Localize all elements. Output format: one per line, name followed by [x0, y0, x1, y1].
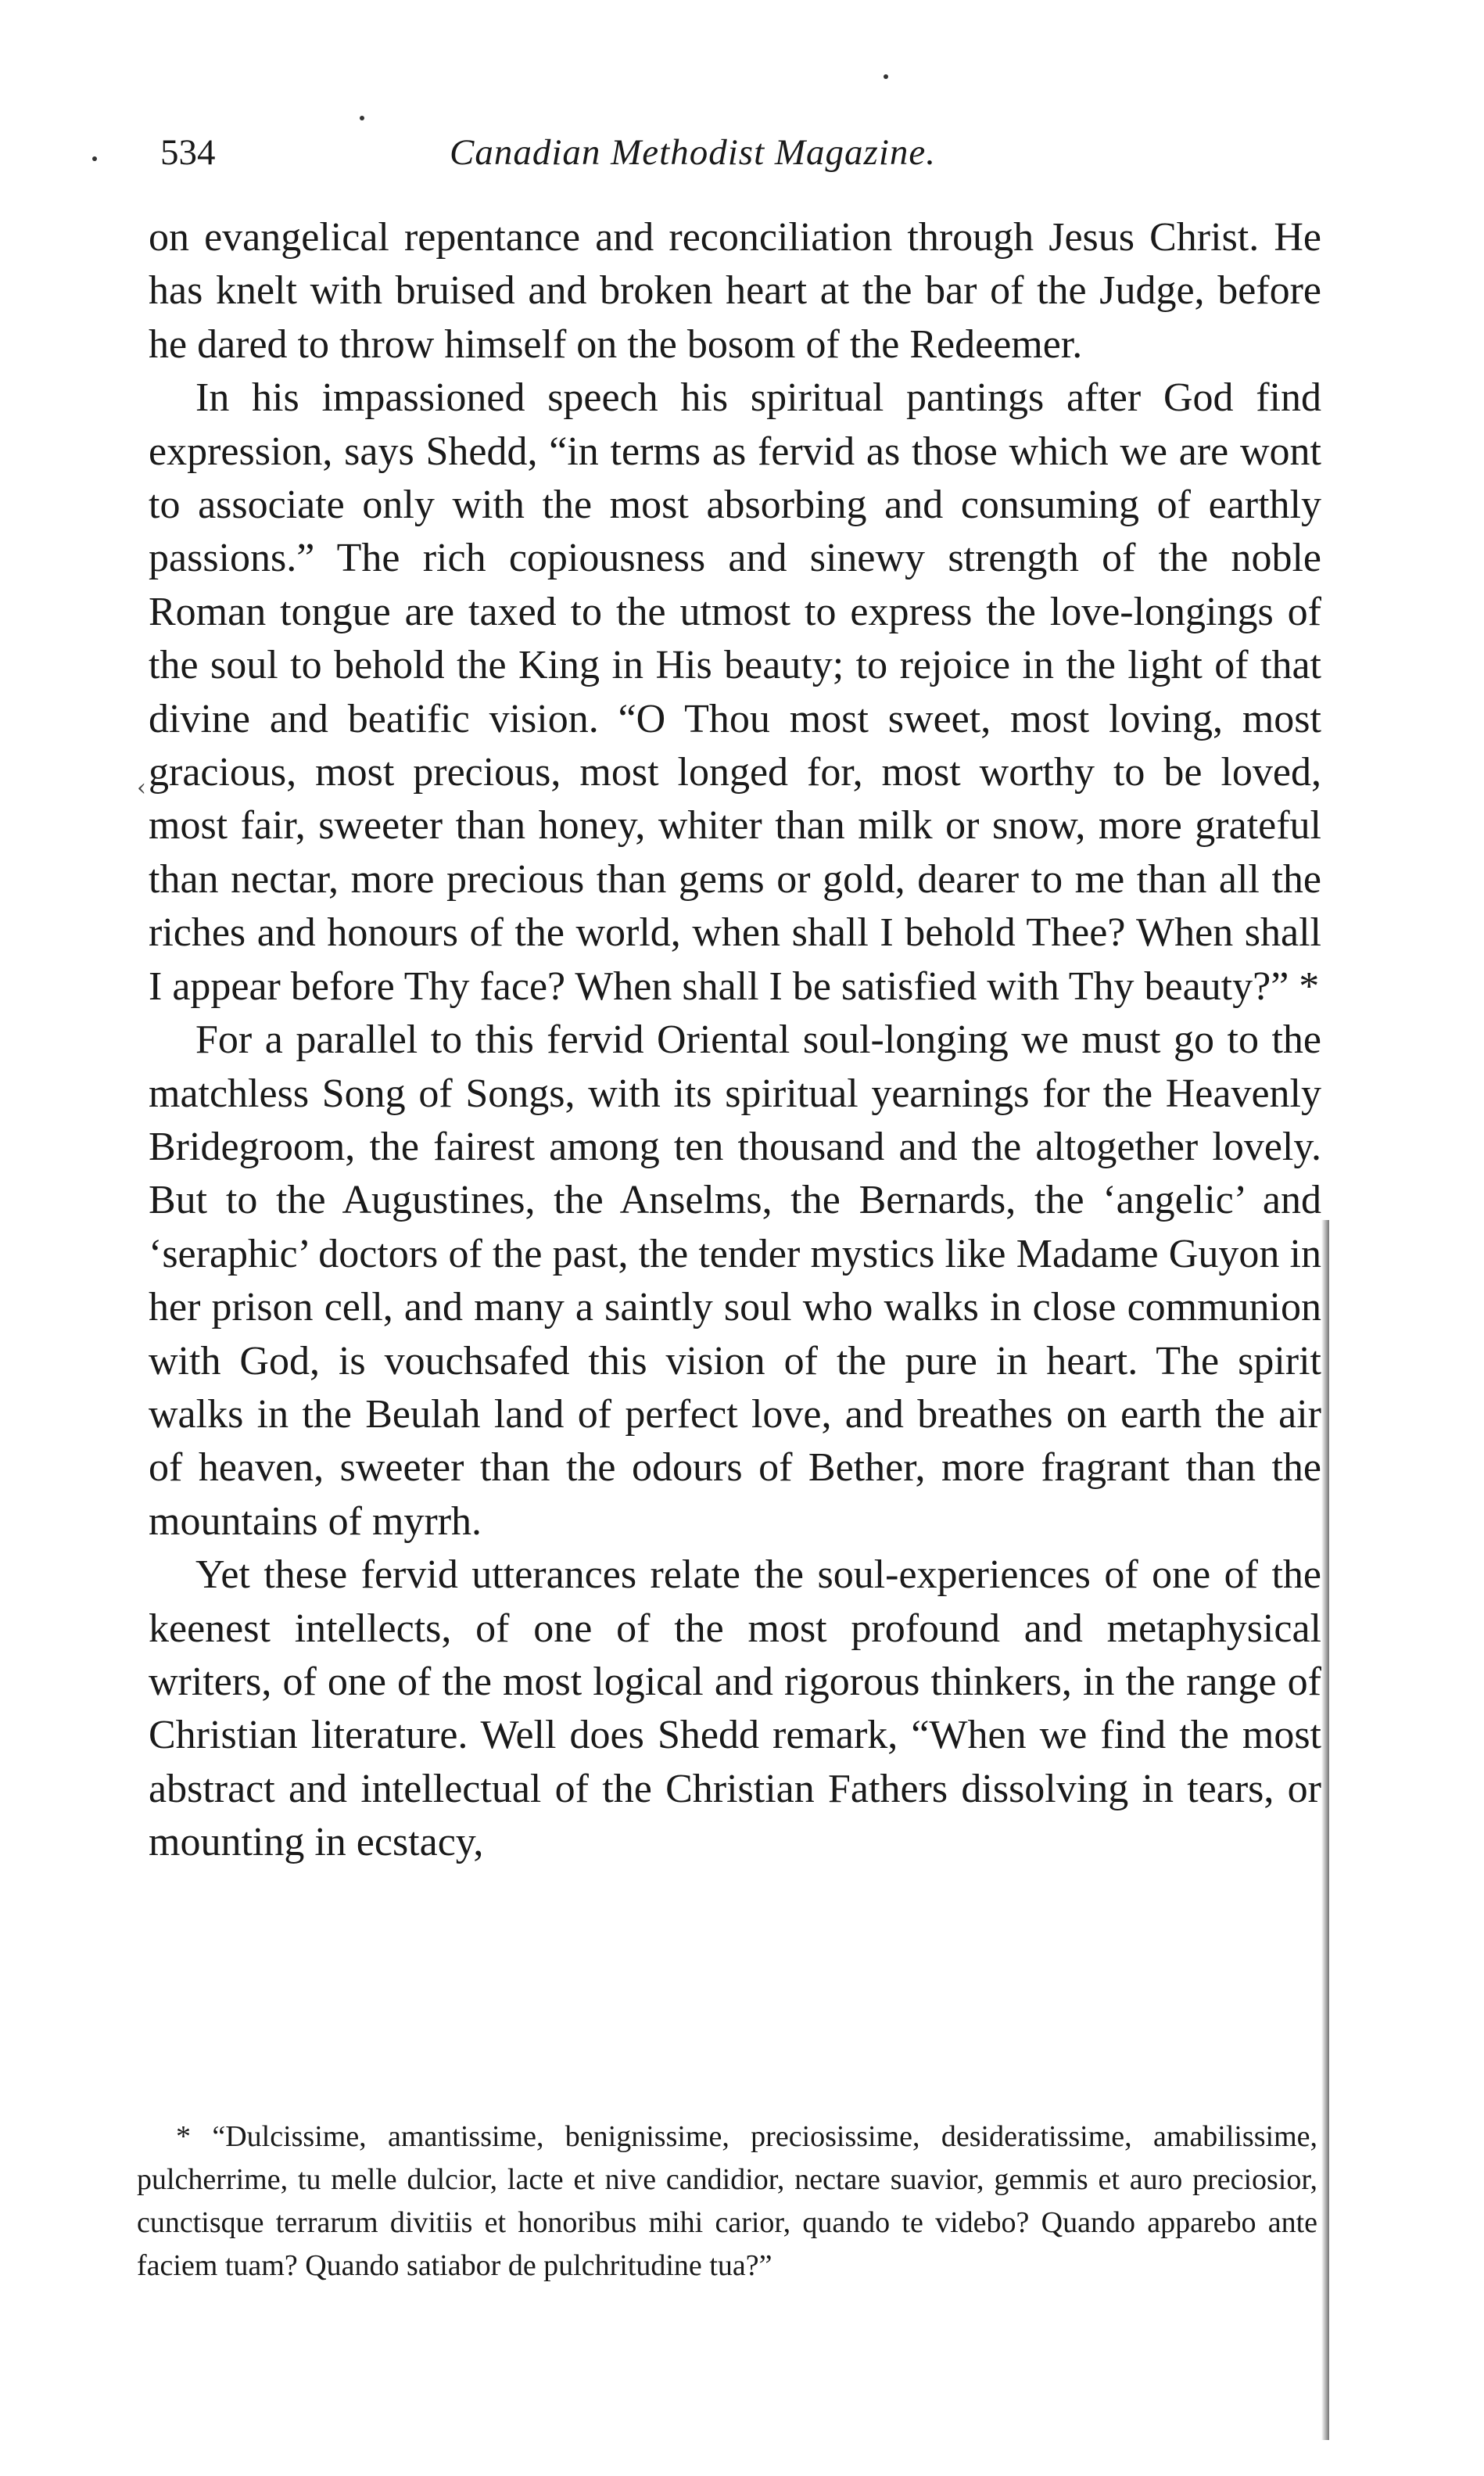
running-head [141, 131, 1329, 186]
print-speck [360, 116, 364, 120]
page-number: 534 [160, 132, 216, 173]
body-text [149, 211, 1321, 1870]
page-edge-shadow [1321, 1220, 1329, 2440]
paragraph: For a parallel to this fervid Oriental soul-longing we must go to the matchless Song of Songs, with its spiritual yearnings for the Heavenly Bridegroom, the fairest among ten thousand and the altogether lovely. But to the Augustines, the Anselms, the Bernards, the ‘angelic’ and ‘seraphic’ doctors of the past, the tender mystics like Madame Guyon in her prison cell, and many a saintly soul who walks in close communion with God, is vouchsafed this vision of the pure in heart. The spirit walks in the Beulah land of perfect love, and breathes on earth the air of heaven, sweeter than the odours of Bether, more fragrant than the mountains of myrrh. [149, 1017, 1321, 1544]
paragraph: In his impassioned speech his spiritual pantings after God find expression, says Shedd, “in terms as fervid as those which we are wont to associate only with the most absorbing and consuming of earthly passions.” The rich copiousness and sinewy strength of the noble Roman tongue are taxed to the utmost to express the love-longings of the soul to behold the King in His beauty; to rejoice in the light of that divine and beatific vision. “O Thou most sweet, most loving, most gracious, most precious, most longed for, most worthy to be loved, most fair, sweeter than honey, whiter than milk or snow, more grateful than nectar, more precious than gems or gold, dearer to me than all the riches and honours of the world, when shall I behold Thee? When shall I appear before Thy face? When shall I be satisfied with Thy beauty?” * [149, 375, 1321, 1009]
margin-mark: ‹ [137, 774, 146, 802]
footnote-text: * “Dulcissime, amantissime, benignissime, preciosissime, desideratissime, amabilissime, pulcherrime, tu melle dulcior, lacte et nive candidior, nectare suavior, gemmis et auro preciosior, cunctisque terrarum divitiis et honoribus mihi carior, quando te videbo? Quando apparebo ante faciem tuam? Quando satiabor de pulchritudine tua?” [137, 2120, 1317, 2282]
footnote [137, 2115, 1317, 2288]
journal-title: Canadian Methodist Magazine. [450, 132, 936, 173]
paragraph: Yet these fervid utterances relate the soul-experiences of one of the keenest intellects, of one of the most profound and metaphysical writers, of one of the most logical and rigorous thinkers, in the range of Christian literature. Well does Shedd remark, “When we find the most abstract and intellectual of the Christian Fathers dissolving in tears, or mounting in ecstacy, [149, 1552, 1321, 1865]
paragraph: on evangelical repentance and reconciliation through Jesus Christ. He has knelt with bruised and broken heart at the bar of the Judge, before he dared to throw himself on the bosom of the Redeemer. [149, 215, 1321, 367]
print-speck [92, 156, 97, 161]
print-speck [884, 74, 888, 79]
